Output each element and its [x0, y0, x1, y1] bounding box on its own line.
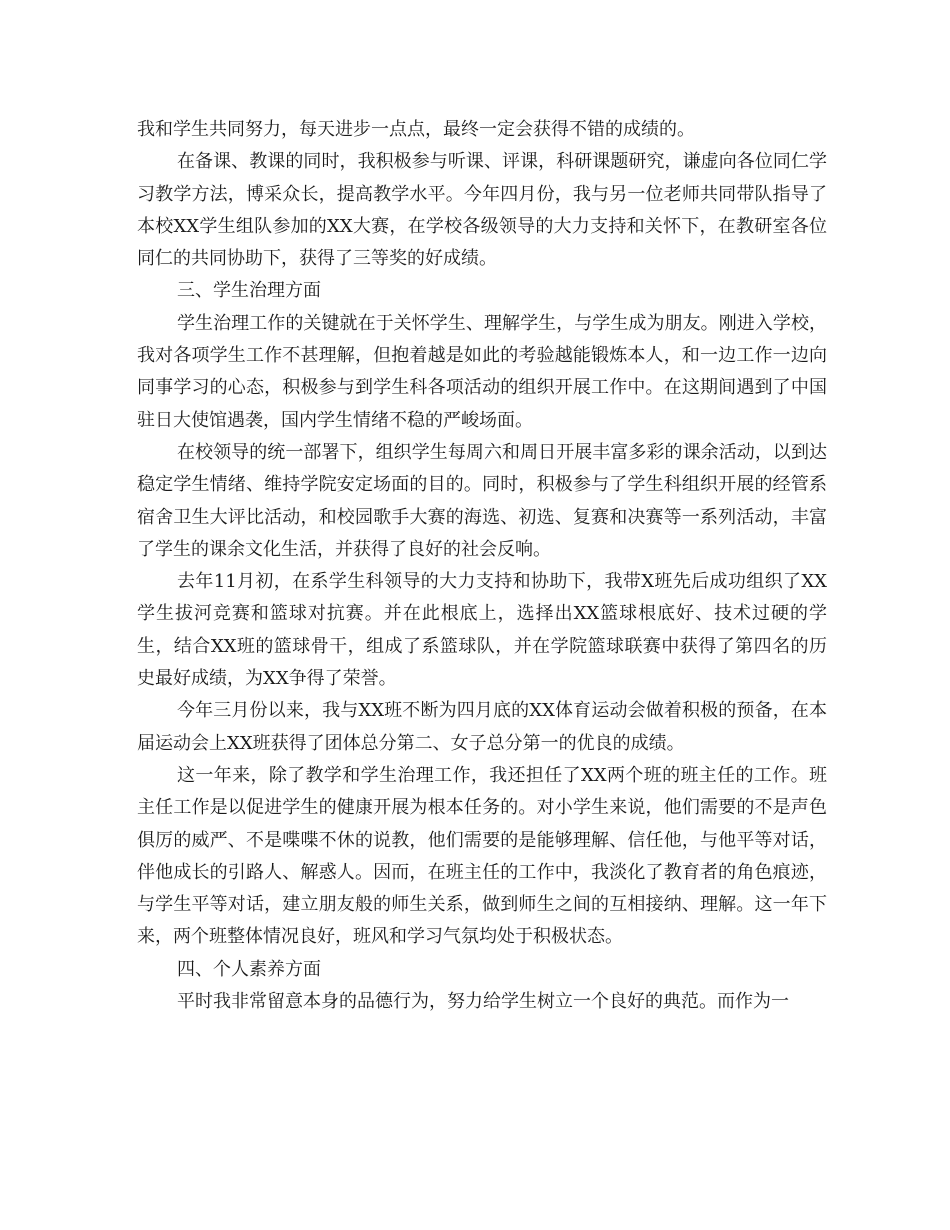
paragraph-1: 我和学生共同努力，每天进步一点点，最终一定会获得不错的成绩的。 — [137, 119, 695, 140]
section-heading-3: 三、学生治理方面 — [177, 280, 321, 302]
paragraph-5: 在校领导的统一部署下，组织学生每周六和周日开展丰富多彩的课余活动，以到达稳定学生情绪、维持学院安定场面的目的。同时，积极参与了学生科组织开展的经管系宿舍卫生大评比活动，和校园歌手大赛的海选、初选、复赛和决赛等一系列活动，丰富了学生的课余文化生活，并获得了良好的社会反响。 — [137, 441, 827, 560]
paragraph-4: 学生治理工作的关键就在于关怀学生、理解学生，与学生成为朋友。刚进入学校，我对各项学生工作不甚理解，但抱着越是如此的考验越能锻炼本人，和一边工作一边向同事学习的心态，积极参与到学生科各项活动的组织开展工作中。在这期间遇到了中国驻日大使馆遇袭，国内学生情绪不稳的严峻场面。 — [137, 312, 827, 431]
document-body — [137, 114, 827, 1018]
section-heading-4: 四、个人素养方面 — [177, 958, 321, 980]
paragraph-10: 平时我非常留意本身的品德行为，努力给学生树立一个良好的典范。而作为一 — [177, 991, 789, 1013]
paragraph-2: 在备课、教课的同时，我积极参与听课、评课，科研课题研究，谦虚向各位同仁学习教学方法，博采众长，提高教学水平。今年四月份，我与另一位老师共同带队指导了本校XX学生组队参加的XX大赛，在学校各级领导的大力支持和关怀下，在教研室各位同仁的共同协助下，获得了三等奖的好成绩。 — [137, 151, 827, 270]
paragraph-8: 这一年来，除了教学和学生治理工作，我还担任了XX两个班的班主任的工作。班主任工作是以促进学生的健康开展为根本任务的。对小学生来说，他们需要的不是声色俱厉的威严、不是喋喋不休的说教，他们需要的是能够理解、信任他，与他平等对话，伴他成长的引路人、解惑人。因而，在班主任的工作中，我淡化了教育者的角色痕迹，与学生平等对话，建立朋友般的师生关系，做到师生之间的互相接纳、理解。这一年下来，两个班整体情况良好，班风和学习气氛均处于积极状态。 — [137, 764, 827, 948]
paragraph-7: 今年三月份以来，我与XX班不断为四月底的XX体育运动会做着积极的预备，在本届运动会上XX班获得了团体总分第二、女子总分第一的优良的成绩。 — [137, 700, 827, 754]
paragraph-6: 去年11月初，在系学生科领导的大力支持和协助下，我带X班先后成功组织了XX学生拔河竞赛和篮球对抗赛。并在此根底上，选择出XX篮球根底好、技术过硬的学生，结合XX班的篮球骨干，组成了系篮球队，并在学院篮球联赛中获得了第四名的历史最好成绩，为XX争得了荣誉。 — [137, 571, 827, 690]
